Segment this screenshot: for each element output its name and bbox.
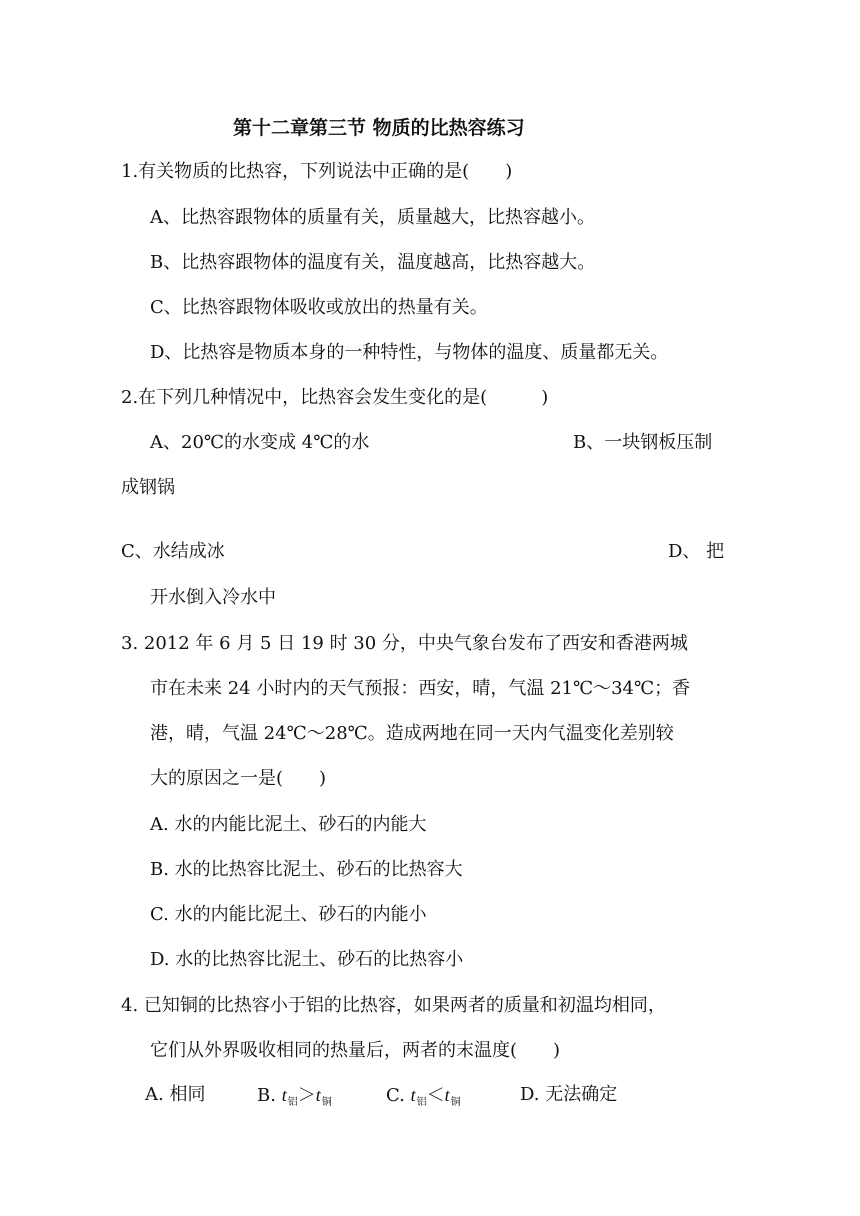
option-c-subscript-al: 铝 [416, 1097, 427, 1108]
question-2-option-d-part1: D、 把 [668, 541, 725, 562]
option-b-t-cu: t [315, 1085, 321, 1105]
question-4-option-c [386, 1083, 461, 1111]
question-1-option-c: C、比热容跟物体吸收或放出的热量有关。 [150, 297, 488, 318]
question-2-option-b-part2: 成钢锅 [121, 477, 175, 498]
question-4-option-c-label: C. [386, 1085, 405, 1106]
question-3-stem-line-1: 3. 2012 年 6 月 5 日 19 时 30 分，中央气象台发布了西安和香港两城 [121, 633, 688, 654]
option-b-subscript-cu: 铜 [321, 1097, 332, 1108]
question-2-option-b-part1: B、一块钢板压制 [573, 432, 713, 453]
question-3-stem-line-4: 大的原因之一是( ) [150, 768, 327, 789]
question-1-option-b: B、比热容跟物体的温度有关，温度越高，比热容越大。 [150, 252, 596, 273]
question-3-stem-line-3: 港，晴，气温 24℃～28℃。造成两地在同一天内气温变化差别较 [150, 723, 674, 744]
question-4-stem-line-2: 它们从外界吸收相同的热量后，两者的末温度( ) [150, 1040, 561, 1061]
option-b-subscript-al: 铝 [287, 1097, 298, 1108]
option-b-t-al: t [281, 1085, 287, 1105]
option-c-t-al: t [410, 1085, 416, 1105]
question-4-option-b [257, 1083, 332, 1111]
question-2-option-d-part2: 开水倒入冷水中 [150, 587, 276, 608]
option-c-t-cu: t [444, 1085, 450, 1105]
question-3-option-b: B. 水的比热容比泥土、砂石的比热容大 [150, 859, 463, 880]
question-4-option-a: A. 相同 [145, 1084, 206, 1105]
page-title: 第十二章第三节 物质的比热容练习 [233, 117, 525, 139]
question-1-stem: 1.有关物质的比热容，下列说法中正确的是( ) [121, 161, 513, 182]
question-4-stem-line-1: 4. 已知铜的比热容小于铝的比热容，如果两者的质量和初温均相同， [121, 995, 666, 1016]
question-3-option-d: D. 水的比热容比泥土、砂石的比热容小 [150, 949, 464, 970]
option-c-subscript-cu: 铜 [450, 1097, 461, 1108]
question-3-option-a: A. 水的内能比泥土、砂石的内能大 [150, 814, 427, 835]
less-than-sign: ＜ [426, 1085, 445, 1106]
question-3-stem-line-2: 市在未来 24 小时内的天气预报：西安，晴，气温 21℃～34℃；香 [150, 678, 691, 699]
question-4-option-d: D. 无法确定 [520, 1084, 618, 1105]
question-2-option-a: A、20℃的水变成 4℃的水 [150, 432, 370, 453]
question-1-option-a: A、比热容跟物体的质量有关，质量越大，比热容越小。 [150, 207, 595, 228]
question-2-option-c: C、水结成冰 [121, 541, 225, 562]
question-4-option-b-label: B. [257, 1085, 276, 1106]
question-2-stem: 2.在下列几种情况中，比热容会发生变化的是( ) [121, 387, 549, 408]
question-3-option-c: C. 水的内能比泥土、砂石的内能小 [150, 904, 427, 925]
greater-than-sign: ＞ [297, 1085, 316, 1106]
question-1-option-d: D、比热容是物质本身的一种特性，与物体的温度、质量都无关。 [150, 342, 669, 363]
